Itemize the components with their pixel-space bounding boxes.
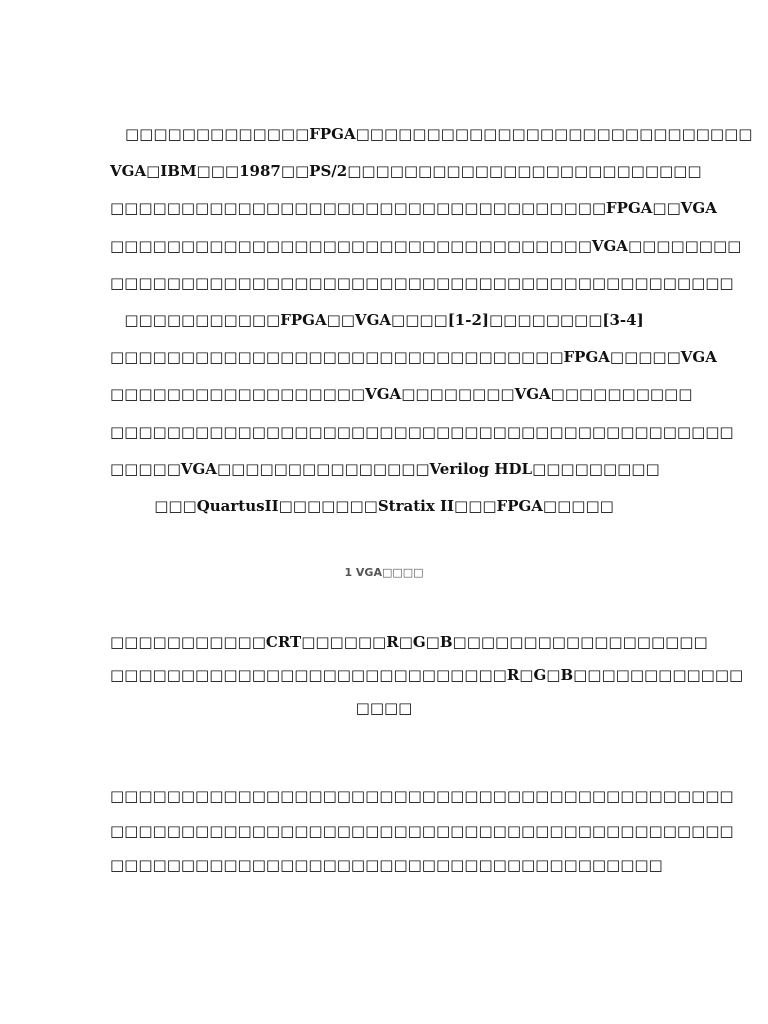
text-line: □□□□ — [355, 699, 413, 717]
text-line: □□□□□□□□□□□□□□□□□□□□□□□□□□□□□□□□□□□□□□□ — [110, 856, 663, 874]
section-heading: 1 VGA□□□□ — [344, 566, 424, 579]
text-line: □□□□□□□□□□□□□□□□□□□□□□□□□□□□□□□□□□□□□□□□□□□□ — [110, 821, 734, 840]
text-line: □□□□□□□□□□□CRT□□□□□□R□G□B□□□□□□□□□□□□□□□□□□ — [110, 633, 708, 651]
text-line: VGA□IBM□□□1987□□PS/2□□□□□□□□□□□□□□□□□□□□□□□□□ — [110, 162, 702, 181]
text-line: □□□□□VGA□□□□□□□□□□□□□□□Verilog HDL□□□□□□□□□ — [110, 459, 660, 478]
intro-paragraph — [110, 116, 753, 525]
text-line: □□□□□□□□□□□FPGA□□VGA□□□□[1-2]□□□□□□□□[3-4] — [124, 311, 644, 330]
text-line: □□□□□□□□□□□□□□□□□□□□□□□□□□□□□□□□□□□□□□□□□□□□ — [110, 422, 734, 441]
crt-paragraph — [110, 626, 744, 725]
text-line: □□□QuartusII□□□□□□□Stratix II□□□FPGA□□□□□ — [154, 497, 614, 516]
body-paragraph — [110, 779, 734, 883]
text-line: □□□□□□□□□□□□□□□□□□□□□□□□□□□□□□□□□□□FPGA□□VGA — [110, 199, 717, 218]
text-line: □□□□□□□□□□□□□□□□□□□□□□□□□□□□□□□□□□VGA□□□□□□□□ — [110, 236, 742, 255]
text-line: □□□□□□□□□□□□□□□□□□□□□□□□□□□□□□□□□□□□□□□□□□□□ — [110, 787, 734, 805]
text-line: □□□□□□□□□□□□□□□□□□VGA□□□□□□□□VGA□□□□□□□□□□ — [110, 385, 693, 404]
text-line: □□□□□□□□□□□□□□□□□□□□□□□□□□□□R□G□B□□□□□□□□□□□□ — [110, 666, 744, 684]
text-line: □□□□□□□□□□□□□FPGA□□□□□□□□□□□□□□□□□□□□□□□□□□□□ — [110, 125, 753, 143]
text-line: □□□□□□□□□□□□□□□□□□□□□□□□□□□□□□□□FPGA□□□□□VGA — [110, 348, 717, 367]
text-line: □□□□□□□□□□□□□□□□□□□□□□□□□□□□□□□□□□□□□□□□□□□□ — [110, 273, 734, 292]
